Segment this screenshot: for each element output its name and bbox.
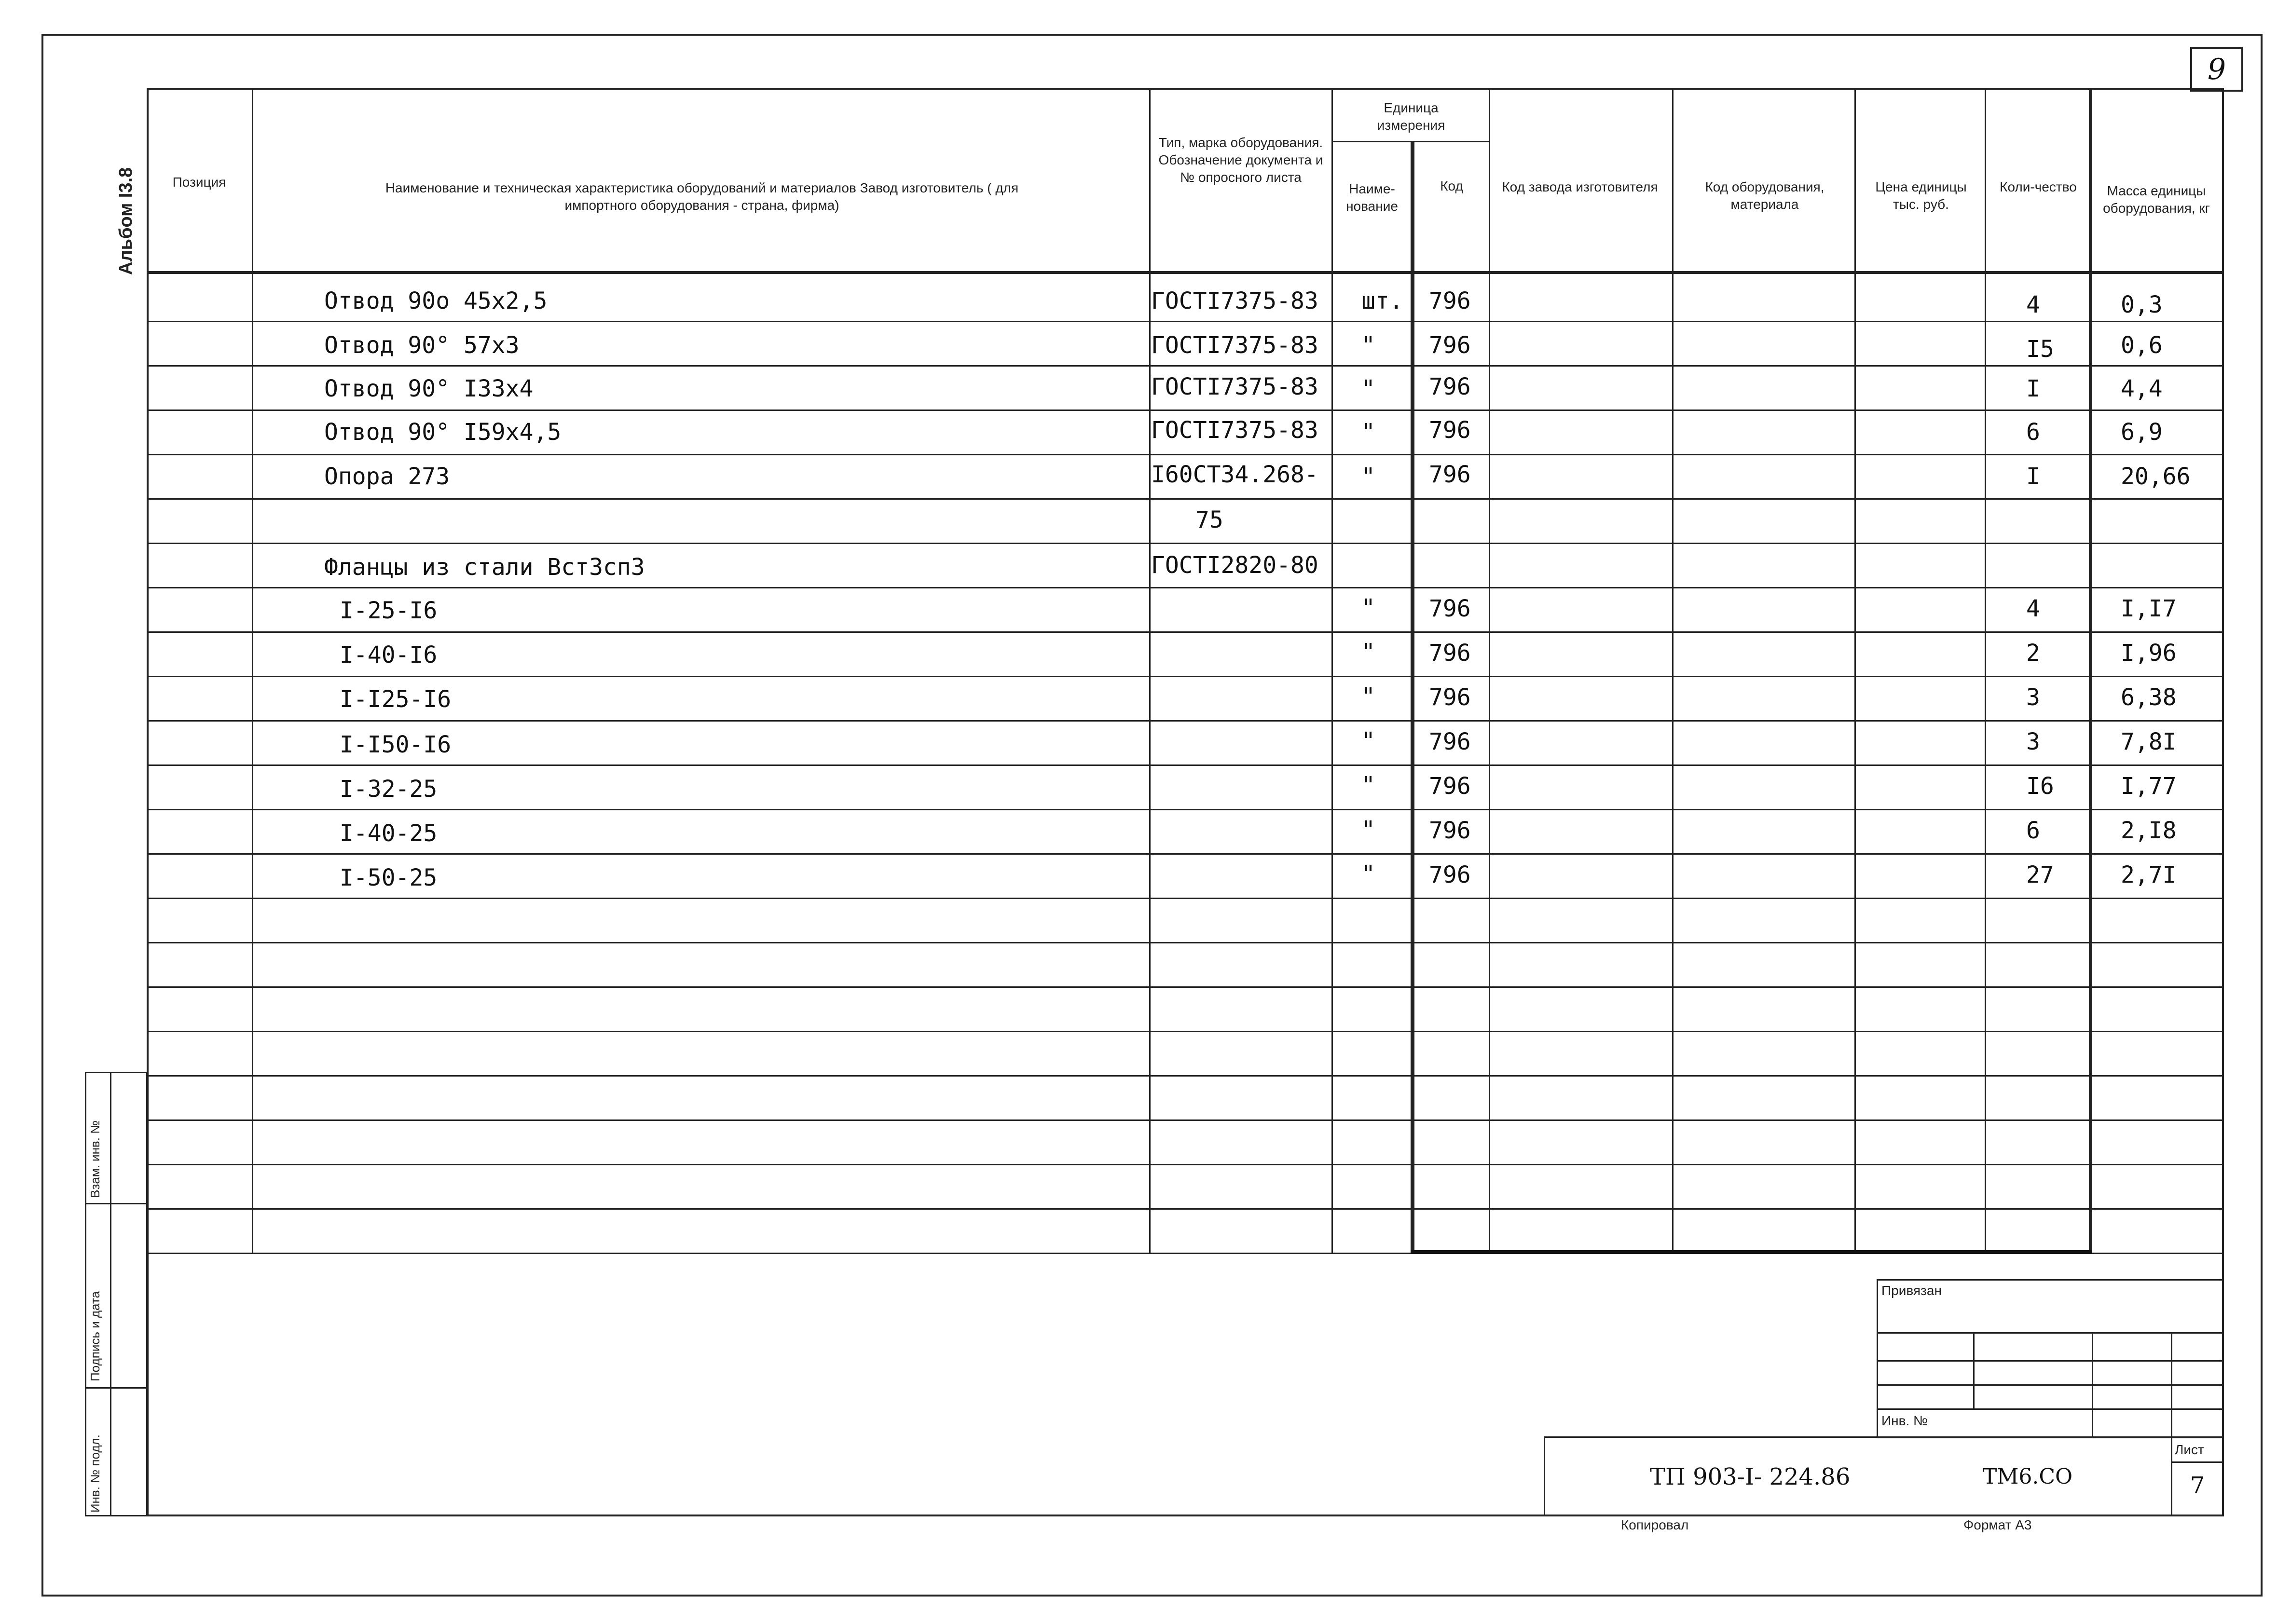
col-line-name (1149, 88, 1151, 1253)
header-position: Позиция (172, 175, 226, 190)
row-unit: " (1361, 375, 1375, 402)
header-name: Наименование и техническая характеристика оборудований и материалов Завод изготовитель ( для импортного оборудования - страна, фирма) (385, 180, 1019, 213)
header-quantity: Коли-чество (2000, 179, 2077, 194)
header-bottom-line (147, 271, 2224, 274)
row-qty: I (2026, 375, 2040, 402)
row-line (147, 409, 2224, 411)
row-qty: 6 (2026, 817, 2040, 844)
row-line (147, 321, 2224, 322)
row-line (147, 764, 2224, 766)
header-unit-name: Наиме-нование (1346, 181, 1398, 214)
row-type: ГОСТI2820-80 (1151, 552, 1318, 579)
row-line (147, 631, 2224, 633)
header-type: Тип, марка оборудования. Обозначение документа и № опросного листа (1158, 135, 1323, 185)
row-line (147, 587, 2224, 588)
row-unit: " (1361, 419, 1375, 446)
col-line-unit (1411, 141, 1414, 1253)
row-line (147, 1031, 2224, 1032)
row-type: ГОСТI7375-83 (1151, 373, 1318, 400)
row-name: Отвод 90о 45х2,5 (324, 287, 548, 314)
row-line (147, 1208, 2224, 1210)
col-line-qty (2089, 88, 2092, 1253)
row-type: ГОСТI7375-83 (1151, 332, 1318, 359)
col-line-factory (1672, 88, 1674, 1253)
row-qty: 6 (2026, 419, 2040, 446)
row-line (147, 1075, 2224, 1077)
title-block-line (2171, 1461, 2224, 1463)
row-name: I-40-I6 (340, 641, 438, 669)
row-line (147, 898, 2224, 899)
row-unit: " (1361, 463, 1375, 490)
row-unit: " (1361, 727, 1375, 754)
row-mass: 0,6 (2121, 332, 2163, 359)
row-type: 75 (1195, 506, 1223, 533)
row-mass: I,77 (2121, 773, 2177, 800)
corner-number: 9 (2207, 53, 2226, 86)
row-line (147, 720, 2224, 722)
row-name: Опора 273 (324, 463, 450, 490)
row-mass: 20,66 (2121, 463, 2191, 490)
header-unit-group: Единица измерения (1377, 100, 1445, 133)
row-mass: I,96 (2121, 640, 2177, 667)
row-mass: 2,I8 (2121, 817, 2177, 844)
row-line (147, 809, 2224, 810)
row-mass: 6,9 (2121, 419, 2163, 446)
side-inv-label: Инв. № подл. (88, 1434, 102, 1513)
header-factory-code: Код завода изготовителя (1502, 179, 1658, 194)
header-equipment-code: Код оборудования, материала (1705, 179, 1825, 212)
header-mass: Масса единицы оборудования, кг (2103, 183, 2210, 216)
row-qty: I5 (2026, 336, 2054, 363)
side-stamp-line (85, 1203, 148, 1204)
row-qty: I6 (2026, 773, 2054, 800)
album-label: Альбом I3.8 (116, 167, 136, 275)
row-unit: шт. (1361, 287, 1403, 314)
row-qty: 27 (2026, 861, 2054, 888)
row-qty: 4 (2026, 595, 2040, 622)
row-mass: 4,4 (2121, 375, 2163, 402)
row-line (147, 543, 2224, 544)
row-name: I-32-25 (340, 776, 438, 803)
row-name: I-25-I6 (340, 597, 438, 624)
row-qty: 3 (2026, 728, 2040, 755)
side-podpis-label: Подпись и дата (88, 1291, 102, 1381)
row-mass: 0,3 (2121, 291, 2163, 318)
row-type: ГОСТI7375-83 (1151, 417, 1318, 444)
row-code: 796 (1429, 461, 1471, 488)
row-line (147, 986, 2224, 988)
row-mass: 2,7I (2121, 861, 2177, 888)
row-unit: " (1361, 683, 1375, 710)
row-code: 796 (1429, 684, 1471, 711)
row-line (147, 853, 2224, 855)
row-line (147, 942, 2224, 943)
title-block (1544, 1436, 2224, 1516)
side-vzam-label: Взам. инв. № (88, 1120, 102, 1198)
row-code: 796 (1429, 861, 1471, 888)
col-line-position (252, 88, 253, 1253)
binding-col (1973, 1332, 1975, 1408)
header-unit-code: Код (1440, 178, 1463, 193)
row-name: I-50-25 (340, 864, 438, 891)
row-unit: " (1361, 772, 1375, 799)
side-stamp-line (85, 1387, 148, 1389)
row-qty: 3 (2026, 684, 2040, 711)
row-line (147, 454, 2224, 455)
row-unit: " (1361, 860, 1375, 887)
inv-no-label: Инв. № (1881, 1413, 1928, 1428)
row-code: 796 (1429, 373, 1471, 400)
row-name: I-I50-I6 (340, 731, 452, 758)
row-line (147, 1119, 2224, 1121)
header-price: Цена единицы тыс. руб. (1875, 179, 1967, 212)
row-type: ГОСТI7375-83 (1151, 287, 1318, 314)
row-unit: " (1361, 816, 1375, 843)
row-line (147, 365, 2224, 367)
col-line-type (1331, 88, 1333, 1253)
row-unit: " (1361, 332, 1375, 359)
side-stamp-divider (110, 1072, 111, 1516)
qty-bottom-line (1411, 1250, 2092, 1254)
row-name: I-40-25 (340, 820, 438, 847)
row-code: 796 (1429, 417, 1471, 444)
row-name: Отвод 90° I33х4 (324, 375, 534, 402)
binding-label: Привязан (1881, 1283, 1942, 1298)
binding-col (2092, 1332, 2093, 1438)
row-line (147, 676, 2224, 677)
row-mass: 7,8I (2121, 728, 2177, 755)
row-mass: I,I7 (2121, 595, 2177, 622)
row-code: 796 (1429, 728, 1471, 755)
list-label: Лист (2175, 1442, 2204, 1457)
row-name: I-I25-I6 (340, 686, 452, 713)
row-unit: " (1361, 594, 1375, 621)
row-name: Отвод 90° 57х3 (324, 332, 520, 359)
unit-group-line (1331, 141, 1489, 142)
col-line-equipment (1854, 88, 1856, 1253)
kopiroval-label: Копировал (1621, 1517, 1689, 1532)
doc-code: ТП 903-I- 224.86 (1650, 1463, 1851, 1490)
row-unit: " (1361, 639, 1375, 666)
row-code: 796 (1429, 640, 1471, 667)
row-name: Фланцы из стали ВстЗсп3 (324, 554, 645, 581)
row-code: 796 (1429, 773, 1471, 800)
row-code: 796 (1429, 595, 1471, 622)
col-line-code (1489, 88, 1490, 1253)
row-code: 796 (1429, 332, 1471, 359)
row-code: 796 (1429, 287, 1471, 314)
binding-col (2171, 1332, 2172, 1438)
row-qty: I (2026, 463, 2040, 490)
row-name: Отвод 90° I59х4,5 (324, 419, 562, 446)
row-code: 796 (1429, 817, 1471, 844)
row-qty: 2 (2026, 640, 2040, 667)
list-number: 7 (2190, 1472, 2205, 1499)
format-label: Формат А3 (1963, 1517, 2032, 1532)
row-type: I60СТ34.268- (1151, 461, 1318, 488)
row-line (147, 498, 2224, 500)
col-line-price (1985, 88, 1986, 1253)
row-qty: 4 (2026, 291, 2040, 318)
row-line (147, 1164, 2224, 1165)
row-mass: 6,38 (2121, 684, 2177, 711)
doc-suffix: ТМ6.СО (1983, 1464, 2073, 1489)
